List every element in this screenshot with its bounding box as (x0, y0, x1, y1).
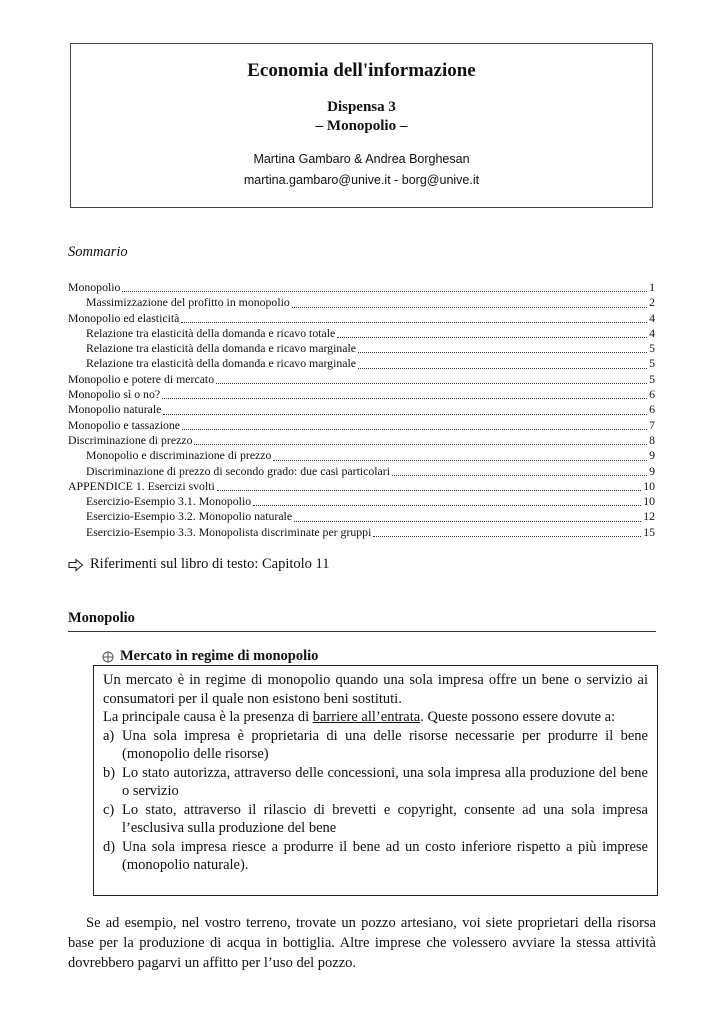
toc-page-number: 9 (649, 463, 655, 478)
toc-entry-title: Esercizio-Esempio 3.3. Monopolista discriminate per gruppi (86, 524, 372, 539)
author-emails: martina.gambaro@unive.it - borg@unive.it (243, 173, 480, 187)
toc-entry[interactable] (68, 311, 655, 326)
toc-page-number: 15 (643, 524, 655, 539)
document-subtitle: – Monopolio – (315, 118, 408, 134)
toc-leader-dots (181, 321, 647, 323)
toc-entry[interactable] (68, 433, 655, 448)
list-item: c) Lo stato, attraverso il rilascio di brevetti e copyright, consente ad una sola impresa l’esclusiva sulla produzione del bene (103, 801, 648, 836)
right-arrow-icon (68, 558, 84, 572)
toc-entry[interactable] (68, 509, 655, 524)
toc-entry[interactable] (68, 295, 655, 310)
toc-entry[interactable] (68, 494, 655, 509)
toc-page-number: 4 (649, 325, 655, 340)
toc-entry[interactable] (68, 356, 655, 371)
toc-leader-dots (392, 474, 647, 476)
section-heading: Monopolio (68, 610, 656, 632)
authors: Martina Gambaro & Andrea Borghesan (253, 152, 470, 166)
toc-entry[interactable] (68, 525, 655, 540)
toc-leader-dots (358, 367, 647, 369)
toc-entry-title: Relazione tra elasticità della domanda e ricavo marginale (86, 356, 357, 371)
toc-entry-title: Monopolio e tassazione (68, 417, 181, 432)
toc-entry-title: Discriminazione di prezzo (68, 432, 193, 447)
definition-paragraph: Un mercato è in regime di monopolio quando una sola impresa offre un bene o servizio ai consumatori per il quale non esistono beni sostituti. (103, 672, 648, 707)
toc-page-number: 5 (649, 341, 655, 356)
textbook-reference-text: Riferimenti sul libro di testo: Capitolo 11 (90, 556, 330, 572)
toc-leader-dots (217, 489, 641, 491)
toc-entry[interactable] (68, 464, 655, 479)
toc-entry[interactable] (68, 372, 655, 387)
toc-leader-dots (122, 290, 647, 292)
toc-page-number: 5 (649, 356, 655, 371)
toc-page-number: 7 (649, 417, 655, 432)
toc-entry-title: APPENDICE 1. Esercizi svolti (68, 478, 215, 493)
table-of-contents (68, 280, 655, 540)
toc-entry[interactable] (68, 341, 655, 356)
toc-page-number: 1 (649, 280, 655, 294)
toc-page-number: 10 (643, 494, 655, 509)
toc-entry-title: Esercizio-Esempio 3.2. Monopolio naturale (86, 509, 293, 524)
toc-leader-dots (292, 306, 647, 308)
toc-entry[interactable] (68, 387, 655, 402)
toc-leader-dots (162, 397, 647, 399)
toc-page-number: 6 (649, 387, 655, 402)
toc-leader-dots (273, 459, 647, 461)
toc-leader-dots (337, 336, 647, 338)
body-paragraph: Se ad esempio, nel vostro terreno, trovate un pozzo artesiano, voi siete proprietari della risorsa base per la produzione di acqua in bottiglia. Altre imprese che volessero avviare la stessa attività dovrebbero pagarvi un affitto per l’uso del pozzo. (68, 915, 656, 971)
toc-entry[interactable] (68, 326, 655, 341)
toc-entry[interactable] (68, 448, 655, 463)
toc-leader-dots (194, 443, 647, 445)
toc-heading: Sommario (68, 244, 128, 260)
list-item: a) Una sola impresa è proprietaria di una delle risorse necessarie per produrre il bene (monopolio delle risorse) (103, 727, 648, 762)
toc-leader-dots (373, 535, 641, 537)
subsection-heading-text: Mercato in regime di monopolio (120, 648, 319, 664)
toc-entry-title: Monopolio e potere di mercato (68, 371, 215, 386)
toc-entry[interactable] (68, 418, 655, 433)
toc-entry-title: Monopolio e discriminazione di prezzo (86, 448, 272, 463)
toc-leader-dots (358, 351, 647, 353)
subsection-heading (102, 648, 318, 665)
list-item: d) Una sola impresa riesce a produrre il bene ad un costo inferiore rispetto a più imprese (monopolio naturale). (103, 838, 648, 873)
toc-page-number: 4 (649, 310, 655, 325)
toc-entry-title: Relazione tra elasticità della domanda e ricavo marginale (86, 341, 357, 356)
toc-entry-title: Monopolio (68, 280, 121, 294)
cross-bullet-icon (102, 651, 114, 663)
toc-leader-dots (182, 428, 647, 430)
barriers-paragraph: La principale causa è la presenza di barriere all’entrata. Queste possono essere dovute a: (103, 709, 616, 725)
toc-entry-title: Massimizzazione del profitto in monopolio (86, 295, 290, 310)
toc-page-number: 12 (643, 509, 655, 524)
toc-entry[interactable] (68, 402, 655, 417)
toc-leader-dots (163, 413, 647, 415)
document-title: Economia dell'informazione (247, 60, 476, 81)
toc-entry-title: Discriminazione di prezzo di secondo grado: due casi particolari (86, 463, 390, 478)
toc-entry-title: Relazione tra elasticità della domanda e ricavo totale (86, 325, 336, 340)
toc-leader-dots (294, 520, 641, 522)
barriers-list (103, 727, 648, 875)
toc-page-number: 6 (649, 402, 655, 417)
toc-entry-title: Monopolio ed elasticità (68, 310, 180, 325)
toc-page-number: 9 (649, 448, 655, 463)
textbook-reference (68, 556, 330, 573)
toc-page-number: 10 (643, 478, 655, 493)
toc-page-number: 5 (649, 371, 655, 386)
toc-page-number: 8 (649, 432, 655, 447)
toc-leader-dots (253, 504, 641, 506)
toc-entry-title: Monopolio naturale (68, 402, 162, 417)
title-box (70, 43, 653, 208)
toc-entry-title: Monopolio sì o no? (68, 387, 161, 402)
toc-entry[interactable] (68, 280, 655, 295)
toc-entry-title: Esercizio-Esempio 3.1. Monopolio (86, 494, 252, 509)
toc-entry[interactable] (68, 479, 655, 494)
toc-leader-dots (216, 382, 647, 384)
list-item: b) Lo stato autorizza, attraverso delle concessioni, una sola impresa alla produzione del bene o servizio (103, 764, 648, 799)
dispensa-number: Dispensa 3 (327, 99, 396, 115)
barriers-term: barriere all’entrata (312, 709, 421, 725)
toc-page-number: 2 (649, 295, 655, 310)
definition-box (93, 665, 658, 896)
